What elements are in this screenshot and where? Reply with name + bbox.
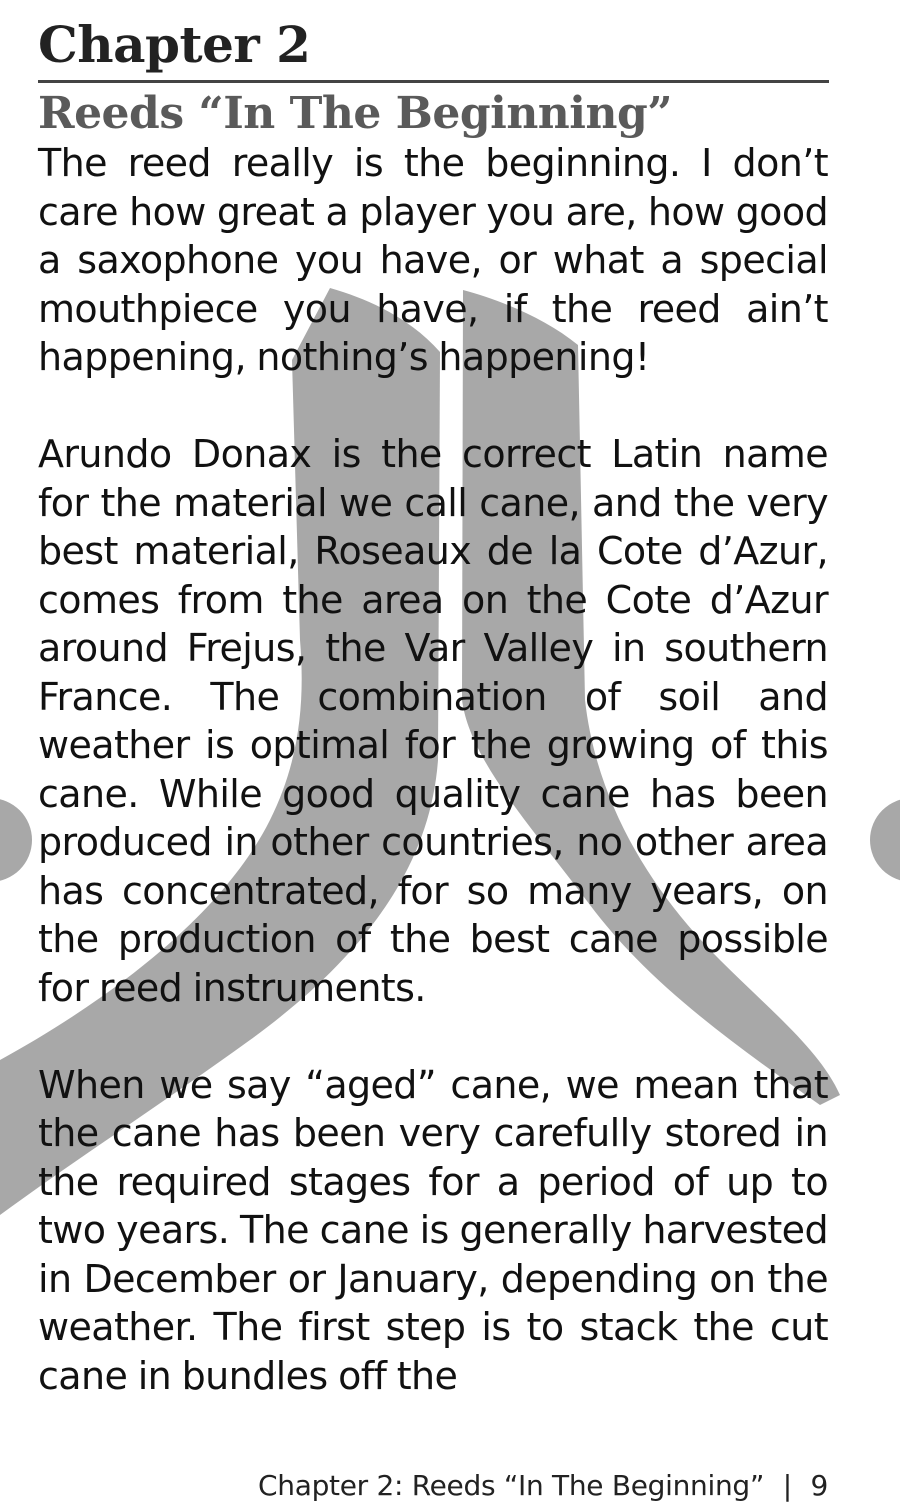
paragraph-gap (38, 382, 828, 431)
paragraph-gap (38, 1012, 828, 1061)
footer-separator: | (782, 1469, 792, 1502)
title-rule (38, 80, 829, 83)
footer-running-title: Chapter 2: Reeds “In The Beginning” (258, 1469, 765, 1502)
paragraph-1: The reed really is the beginning. I don’t care how great a player you are, how good a saxophone you have, or what a special mouthpiece you have, if the reed ain’t happening, nothing’s happening! (38, 141, 828, 379)
paragraph-3: When we say “aged” cane, we mean that the cane has been very carefully stored in the required stages for a period of up to two years. The cane is generally harvested in December or January, depending on the weather. The first step is to stack the cut cane in bundles off the (38, 1062, 828, 1398)
section-title: Reeds “In The Beginning” (38, 88, 673, 139)
page-content (38, 14, 828, 1400)
paragraph-2: Arundo Donax is the correct Latin name for the material we call cane, and the very best material, Roseaux de la Cote d’Azur, comes from the area on the Cote d’Azur around Frejus, the Var Valley in southern France. The combination of soil and weather is optimal for the growing of this cane. While good quality cane has been produced in other countries, no other area has concentrated, for so many years, on the production of the best cane possible for reed instruments. (38, 432, 828, 1010)
chapter-title: Chapter 2 (38, 15, 311, 74)
page-number: 9 (810, 1469, 828, 1502)
page-footer (258, 1468, 828, 1504)
